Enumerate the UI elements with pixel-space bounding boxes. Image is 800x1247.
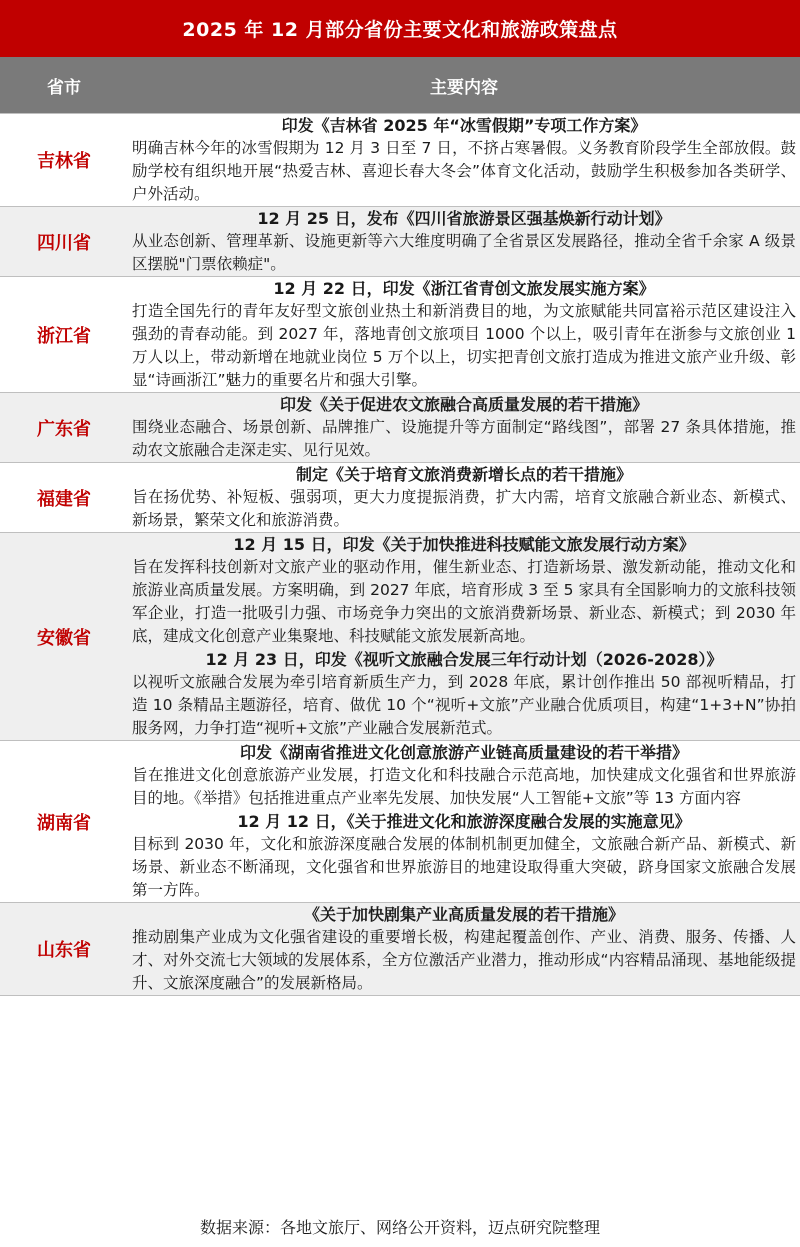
province-name: 福建省 <box>37 488 91 510</box>
table-row <box>0 903 800 996</box>
province-name: 四川省 <box>37 232 91 254</box>
policy-description: 围绕业态融合、场景创新、品牌推广、设施提升等方面制定“路线图”，部署 27 条具体措施，推动农文旅融合走深走实、见行见效。 <box>132 418 796 459</box>
table-body <box>0 113 800 996</box>
policy-description: 明确吉林今年的冰雪假期为 12 月 3 日至 7 日，不挤占寒暑假。义务教育阶段学生全部放假。鼓励学校有组织地开展“热爱吉林、喜迎长春大冬会”体育文化活动，鼓励学生积极参加各类研学、户外活动。 <box>132 139 796 203</box>
policy-title: 制定《关于培育文旅消费新增长点的若干措施》 <box>295 465 632 484</box>
policy-title: 《关于加快剧集产业高质量发展的若干措施》 <box>303 905 624 924</box>
policy-content <box>128 393 800 462</box>
table-row <box>0 533 800 741</box>
policy-title: 印发《关于促进农文旅融合高质量发展的若干措施》 <box>279 395 648 414</box>
policy-description: 推动剧集产业成为文化强省建设的重要增长极，构建起覆盖创作、产业、消费、服务、传播、人才、对外交流七大领域的发展体系，全方位激活产业潜力，推动形成“内容精品涌现、基地能级提升、文旅深度融合”的发展新格局。 <box>132 928 796 992</box>
policy-content <box>128 114 800 206</box>
policy-title: 12 月 23 日，印发《视听文旅融合发展三年行动计划（2026-2028）》 <box>205 650 723 669</box>
policy-description: 旨在推进文化创意旅游产业发展，打造文化和科技融合示范高地，加快建成文化强省和世界旅游目的地。《举措》包括推进重点产业率先发展、加快发展“人工智能+文旅”等 13 方面内容 <box>132 766 796 807</box>
data-source-note: 数据来源：各地文旅厅、网络公开资料，迈点研究院整理 <box>199 1217 600 1237</box>
policy-title: 印发《湖南省推进文化创意旅游产业链高质量建设的若干举措》 <box>239 743 688 762</box>
table-row <box>0 463 800 533</box>
policy-content <box>128 277 800 392</box>
policy-description: 旨在扬优势、补短板、强弱项，更大力度提振消费，扩大内需，培育文旅融合新业态、新模式、新场景，繁荣文化和旅游消费。 <box>132 488 796 529</box>
policy-title: 印发《吉林省 2025 年“冰雪假期”专项工作方案》 <box>281 116 647 135</box>
policy-description: 目标到 2030 年，文化和旅游深度融合发展的体制机制更加健全，文旅融合新产品、新模式、新场景、新业态不断涌现，文化强省和世界旅游目的地建设取得重大突破，跻身国家文旅融合发展第一方阵。 <box>132 835 796 899</box>
policy-title: 12 月 15 日，印发《关于加快推进科技赋能文旅发展行动方案》 <box>233 535 695 554</box>
policy-content <box>128 463 800 532</box>
table-header <box>0 57 800 113</box>
policy-description: 从业态创新、管理革新、设施更新等六大维度明确了全省景区发展路径，推动全省千余家 A 级景区摆脱"门票依赖症"。 <box>132 232 796 273</box>
table-row <box>0 393 800 463</box>
policy-description: 打造全国先行的青年友好型文旅创业热土和新消费目的地，为文旅赋能共同富裕示范区建设注入强劲的青春动能。到 2027 年，落地青创文旅项目 1000 个以上，吸引青年在浙参与文旅创业 1 万人以上，带动新增在地就业岗位 5 万个以上，切实把青创文旅打造成为推进文旅产业升级、彰显“诗画浙江”魅力的重要名片和强大引擎。 <box>132 302 796 389</box>
province-name: 广东省 <box>37 418 91 440</box>
province-name: 浙江省 <box>37 325 91 347</box>
province-name: 吉林省 <box>37 151 91 172</box>
header-content: 主要内容 <box>430 77 498 98</box>
policy-content <box>128 207 800 276</box>
policy-content <box>128 903 800 995</box>
table-row <box>0 277 800 393</box>
policy-content <box>128 741 800 902</box>
policy-description: 以视听文旅融合发展为牵引培育新质生产力，到 2028 年底，累计创作推出 50 部视听精品，打造 10 条精品主题游径，培育、做优 10 个“视听+文旅”产业融合优质项目，构建“1+3+N”协拍服务网，力争打造“视听+文旅”产业融合发展新范式。 <box>132 673 796 737</box>
policy-title: 12 月 25 日，发布《四川省旅游景区强基焕新行动计划》 <box>257 209 671 228</box>
policy-title: 12 月 22 日，印发《浙江省青创文旅发展实施方案》 <box>273 279 655 298</box>
header-province: 省市 <box>47 77 81 98</box>
province-name: 湖南省 <box>37 812 91 834</box>
province-name: 山东省 <box>37 940 91 961</box>
table-row <box>0 114 800 207</box>
policy-title: 12 月 12 日，《关于推进文化和旅游深度融合发展的实施意见》 <box>237 812 691 831</box>
table-row <box>0 207 800 277</box>
table-row <box>0 741 800 903</box>
page-title: 2025 年 12 月部分省份主要文化和旅游政策盘点 <box>0 0 800 57</box>
province-name: 安徽省 <box>37 627 91 649</box>
policy-content <box>128 533 800 740</box>
policy-description: 旨在发挥科技创新对文旅产业的驱动作用，催生新业态、打造新场景、激发新动能，推动文化和旅游业高质量发展。方案明确，到 2027 年底，培育形成 3 至 5 家具有全国影响力的文旅科技领军企业，打造一批吸引力强、市场竞争力突出的文旅消费新场景、新业态、新模式；到 2030 年底，建成文化创意产业集聚地、科技赋能文旅发展新高地。 <box>132 558 796 645</box>
